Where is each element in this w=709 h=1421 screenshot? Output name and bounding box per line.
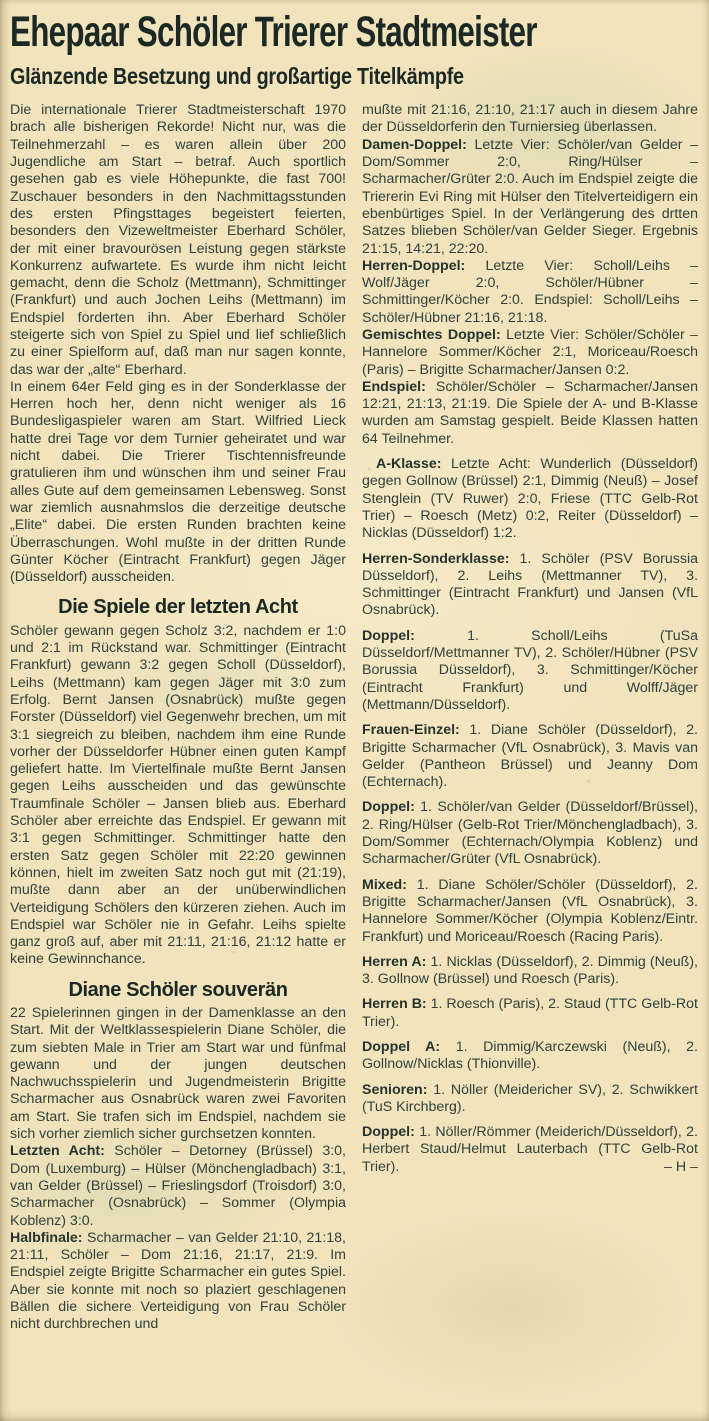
section-heading: Die Spiele der letzten Acht xyxy=(58,596,298,619)
paragraph: Doppel: 1. Nöller/Römmer (Meiderich/Düsseldorf), 2. Herbert Staud/Helmut Lauterbach (TTC Gelb-Rot Trier). – H – xyxy=(362,1124,698,1175)
paragraph: Herren-Doppel: Letzte Vier: Scholl/Leihs – Wolf/Jäger 2:0, Schöler/Hübner – Schmittinger/Köcher 2:0. Endspiel: Scholl/Leihs – Schöler/Hübner 21:16, 21:18. xyxy=(362,257,699,326)
paragraph: Schöler gewann gegen Scholz 3:2, nachdem er 1:0 und 2:1 im Rückstand war. Schmittinger (Eintracht Frankfurt) gewann 3:2 gegen Scholl (Düsseldorf), Leihs (Mettmann) kam gegen Jäger mit 3:0 zum Erfolg. Bernt Jansen (Osnabrück) mußte gegen Forster (Düsseldorf) viel Gegenwehr brechen, um mit 3:1 siegreich zu bleiben, nachdem ihm eine Runde vorher der Düsseldorfer Hübner einen guten Kampf geliefert hatte. Im Viertelfinale mußte Bernt Jansen gegen Leihs ausscheiden und das gewünschte Traumfinale Schöler – Jansen blieb aus. Eberhard Schöler aber erreichte das Endspiel. Er gewann mit 3:1 gegen Schmittinger. Schmittinger hatte den ersten Satz gegen Schöler mit 22:20 gewinnen können, hielt im zweiten Satz noch gut mit (21:19), mußte dann aber an der unüberwindlichen Verteidigung Schölers den kürzeren ziehen. Auch im Endspiel war Schöler nie in Gefahr. Leihs spielte ganz groß auf, aber mit 21:11, 21:16, 21:12 hatte er keine Gewinnchance. xyxy=(10,622,346,968)
paragraph: 22 Spielerinnen gingen in der Damenklasse an den Start. Mit der Weltklassespielerin Diane Schöler, die zum siebten Male in Trier am Start war und fünfmal gewann und der jungen deutschen Nachwuchsspielerin und Jugendmeisterin Brigitte Scharmacher aus Osnabrück waren zwei Favoriten am Start. Sie trafen sich im Endspiel, nachdem sie sich vorher ziemlich sicher gurchsetzen konnten. xyxy=(10,1004,346,1143)
paragraph-lead: Frauen-Einzel: xyxy=(362,722,470,739)
paragraph-lead: Damen-Doppel: xyxy=(362,136,475,153)
paragraph: Die internationale Trierer Stadtmeisterschaft 1970 brach alle bisherigen Rekorde! Nicht nur, was die Teilnehmerzahl – es waren allein über 200 Jugendliche am Start – betraf. Auch sportlich gesehen gab es viele Höhepunkte, die fast 700! Zuschauer besonders in den Nachmittagsstunden des ersten Pfingsttages begeistert feierten, besonders den Vizeweltmeister Eberhard Schöler, der mit einer bravourösen Leistung gegen stärkste Konkurrenz aufwartete. Es wurde ihm nicht leicht gemacht, denn die Scholz (Mettmann), Schmittinger (Frankfurt) und auch Jochen Leihs (Mettmann) im Endspiel forderten ihn. Aber Eberhard Schöler steigerte sich von Spiel zu Spiel und lief schließlich zu einer Spielform auf, daß man nur sagen konnte, das war der „alte“ Eberhard. xyxy=(10,102,346,378)
column-left xyxy=(10,102,346,1333)
paragraph-lead: A-Klasse: xyxy=(376,456,452,473)
paragraph: Halbfinale: Scharmacher – van Gelder 21:10, 21:18, 21:11, Schöler – Dom 21:16, 21:17, 21:9. Im Endspiel zeigte Brigitte Scharmacher ein gutes Spiel. Aber sie konnte mit noch so plaziert geschlagenen Bällen die sichere Verteidigung von Frau Schöler nicht durchbrechen und xyxy=(10,1229,346,1333)
paragraph-lead: Doppel: xyxy=(362,1124,420,1141)
paragraph-lead: Senioren: xyxy=(362,1081,434,1098)
paragraph-lead: Herren A: xyxy=(362,953,431,970)
paragraph: Herren A: 1. Nicklas (Düsseldorf), 2. Dimmig (Neuß), 3. Gollnow (Brüssel) und Roesch (Paris). xyxy=(362,953,698,988)
paragraph: Doppel: 1. Schöler/van Gelder (Düsseldorf/Brüssel), 2. Ring/Hülser (Gelb-Rot Trier/Mönchengladbach), 3. Dom/Sommer (Echternach/Olympia Koblenz) und Scharmacher/Grüter (VfL Osnabrück). xyxy=(362,799,698,868)
paragraph-lead: Doppel: xyxy=(362,627,468,644)
headline: Ehepaar Schöler Trierer Stadtmeister xyxy=(10,8,537,56)
paragraph-lead: Doppel A: xyxy=(362,1038,456,1055)
paragraph-lead: Herren B: xyxy=(362,996,431,1013)
column-right xyxy=(362,102,698,1333)
paragraph: Doppel: 1. Scholl/Leihs (TuSa Düsseldorf/Mettmanner TV), 2. Schöler/Hübner (PSV Borussia Düsseldorf), 3. Schmittinger/Köcher (Eintracht Frankfurt) und Wolff/Jäger (Mettmann/Düsseldorf). xyxy=(362,627,699,713)
subheadline: Glänzende Besetzung und großartige Titelkämpfe xyxy=(10,63,464,90)
paragraph-lead: Herren-Sonderklasse: xyxy=(362,550,520,567)
paragraph: Letzten Acht: Schöler – Detorney (Brüssel) 3:0, Dom (Luxemburg) – Hülser (Mönchengladbach) 3:1, van Gelder (Brüssel) – Frieslingsdorf (Troisdorf) 3:0, Scharmacher (Osnabrück) – Sommer (Olympia Koblenz) 3:0. xyxy=(10,1143,346,1229)
paragraph-lead: Mixed: xyxy=(362,876,417,893)
paragraph: Herren B: 1. Roesch (Paris), 2. Staud (TTC Gelb-Rot Trier). xyxy=(362,996,698,1030)
paragraph: Herren-Sonderklasse: 1. Schöler (PSV Borussia Düsseldorf), 2. Leihs (Mettmanner TV), 3. Schmittinger (Eintracht Frankfurt) und Jansen (VfL Osnabrück). xyxy=(362,550,698,619)
paragraph-lead: Doppel: xyxy=(362,799,421,816)
paragraph: A-Klasse: Letzte Acht: Wunderlich (Düsseldorf) gegen Gollnow (Brüssel) 2:1, Dimmig (Neuß) – Josef Stenglein (TV Ruwer) 2:0, Friese (TTC Gelb-Rot Trier) – Roesch (Metz) 0:2, Reiter (Düsseldorf) – Nicklas (Düsseldorf) 1:2. xyxy=(362,456,698,542)
section-heading: Diane Schöler souverän xyxy=(68,978,288,1001)
paragraph-lead: Gemischtes Doppel: xyxy=(362,327,507,343)
paragraph: Endspiel: Schöler/Schöler – Scharmacher/Jansen 12:21, 21:13, 21:19. Die Spiele der A- und B-Klasse wurden am Samstag gespielt. Beide Klassen hatten 64 Teilnehmer. xyxy=(362,378,698,447)
paragraph: Doppel A: 1. Dimmig/Karczewski (Neuß), 2. Gollnow/Nicklas (Thionville). xyxy=(362,1038,699,1073)
paragraph: Senioren: 1. Nöller (Meidericher SV), 2. Schwikkert (TuS Kirchberg). xyxy=(362,1081,698,1115)
paragraph-lead: Endspiel: xyxy=(362,378,436,395)
author-initials: – H – xyxy=(664,1158,698,1175)
paragraph: mußte mit 21:16, 21:10, 21:17 auch in diesem Jahre der Düsseldorferin den Turniersieg überlassen. xyxy=(362,102,698,136)
paragraph: Frauen-Einzel: 1. Diane Schöler (Düsseldorf), 2. Brigitte Scharmacher (VfL Osnabrück), 3. Mavis van Gelder (Pantheon Brüssel) und Jeanny Dom (Echternach). xyxy=(362,722,698,791)
article-columns xyxy=(10,102,698,1333)
paragraph-lead: Letzten Acht: xyxy=(10,1143,115,1160)
paragraph: In einem 64er Feld ging es in der Sonderklasse der Herren hoch her, denn nicht weniger als 16 Bundesligaspieler waren am Start. Wilfried Lieck hatte drei Tage vor dem Turnier geheiratet und war nicht dabei. Die Trierer Tischtennisfreunde gratulieren ihm und wünschen ihm und seiner Frau alles Gute auf dem gemeinsamen Lebensweg. Sonst war ziemlich ausnahmslos die derzeitige deutsche „Elite“ dabei. Die ersten Runden brachten keine Überraschungen. Wohl mußte in der dritten Runde Günter Köcher (Eintracht Frankfurt) gegen Jäger (Düsseldorf) ausscheiden. xyxy=(10,378,346,586)
paragraph: Mixed: 1. Diane Schöler/Schöler (Düsseldorf), 2. Brigitte Scharmacher/Jansen (VfL Osnabrück), 3. Hannelore Sommer/Köcher (Olympia Koblenz/Eintr. Frankfurt) und Moriceau/Roesch (Racing Paris). xyxy=(362,876,699,945)
paragraph-lead: Herren-Doppel: xyxy=(362,257,486,274)
paragraph-lead: Halbfinale: xyxy=(10,1229,87,1246)
paragraph: Damen-Doppel: Letzte Vier: Schöler/van Gelder – Dom/Sommer 2:0, Ring/Hülser – Scharmacher/Grüter 2:0. Auch im Endspiel zeigte die Triererin Evi Ring mit Hülser den Titelverteidigern ein ebenbürtiges Spiel. In der Verlängerung des drtten Satzes blieben Schöler/van Gelder Sieger. Ergebnis 21:15, 14:21, 22:20. xyxy=(362,136,698,257)
paragraph: Gemischtes Doppel: Letzte Vier: Schöler/Schöler – Hannelore Sommer/Köcher 2:1, Moriceau/Roesch (Paris) – Brigitte Scharmacher/Jansen 0:2. xyxy=(362,327,699,378)
